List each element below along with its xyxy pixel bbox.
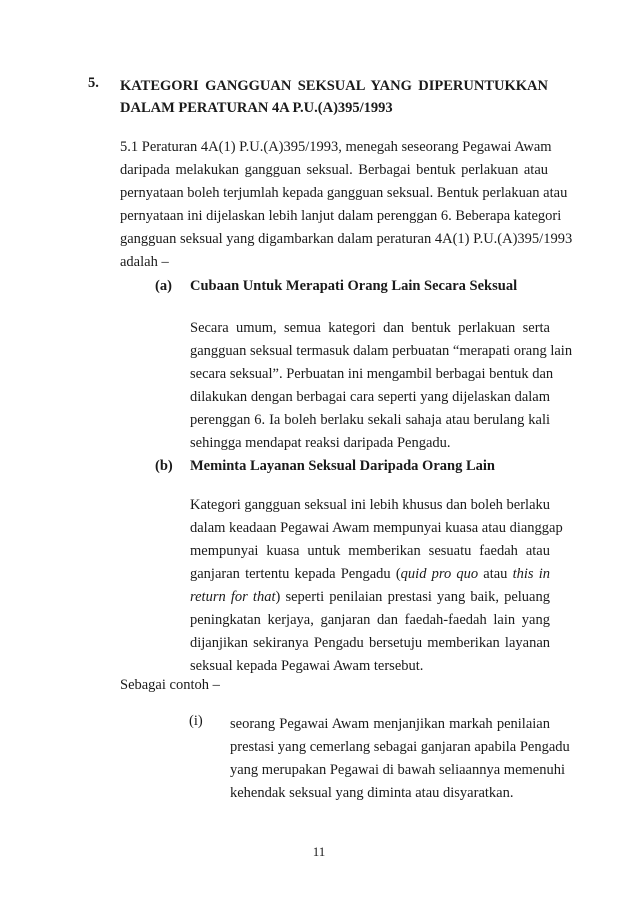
paragraph-line: yang merupakan Pegawai di bawah seliaannya memenuhi: [230, 762, 565, 778]
subsection-b-label: (b): [155, 458, 173, 474]
paragraph-line: secara seksual”. Perbuatan ini mengambil berbagai bentuk dan: [190, 366, 554, 382]
paragraph-line: daripada melakukan gangguan seksual. Berbagai bentuk perlakuan atau: [120, 162, 548, 178]
page-number: 11: [312, 844, 326, 859]
text-run: atau: [478, 566, 513, 582]
italic-term-this-in: this in: [512, 566, 550, 582]
paragraph-line: 5.1 Peraturan 4A(1) P.U.(A)395/1993, menegah seseorang Pegawai Awam: [120, 139, 552, 155]
paragraph-line: kehendak seksual yang diminta atau disyaratkan.: [230, 785, 514, 801]
paragraph-line: perenggan 6. Ia boleh berlaku sekali sahaja atau berulang kali: [190, 412, 550, 428]
example-intro: Sebagai contoh –: [120, 677, 220, 693]
subsection-b-title: Meminta Layanan Seksual Daripada Orang Lain: [190, 458, 495, 474]
paragraph-line: dijanjikan sekiranya Pengadu bersetuju memberikan layanan: [190, 635, 550, 651]
subsection-a-label: (a): [155, 278, 172, 294]
paragraph-line: pernyataan boleh terjumlah kepada gangguan seksual. Bentuk perlakuan atau: [120, 185, 568, 201]
paragraph-5-1: [120, 136, 573, 274]
paragraph-line: pernyataan ini dijelaskan lebih lanjut dalam perenggan 6. Beberapa kategori: [120, 208, 562, 224]
paragraph-line: [190, 586, 550, 609]
paragraph-line: adalah –: [120, 254, 169, 270]
paragraph-line: mempunyai kuasa untuk memberikan sesuatu faedah atau: [190, 543, 550, 559]
section-number: 5.: [88, 75, 99, 91]
subsection-a-title: Cubaan Untuk Merapati Orang Lain Secara Seksual: [190, 278, 518, 294]
section-heading-line-1: KATEGORI GANGGUAN SEKSUAL YANG DIPERUNTUKKAN: [120, 78, 548, 94]
paragraph-line: dilakukan dengan berbagai cara seperti yang dijelaskan dalam: [190, 389, 550, 405]
paragraph-line: dalam keadaan Pegawai Awam mempunyai kuasa atau dianggap: [190, 520, 563, 536]
text-run: ganjaran tertentu kepada Pengadu (: [190, 566, 401, 582]
item-i-body: [230, 713, 570, 805]
subsection-b-body: [190, 494, 563, 678]
paragraph-line: gangguan seksual yang digambarkan dalam peraturan 4A(1) P.U.(A)395/1993: [120, 231, 573, 247]
subsection-a-body: [190, 317, 573, 455]
item-i-label: (i): [189, 713, 203, 729]
paragraph-line: seksual kepada Pegawai Awam tersebut.: [190, 658, 424, 674]
italic-term-quid-pro-quo: quid pro quo: [400, 566, 479, 582]
paragraph-line: Kategori gangguan seksual ini lebih khusus dan boleh berlaku: [190, 497, 551, 513]
paragraph-line: Secara umum, semua kategori dan bentuk perlakuan serta: [190, 320, 550, 336]
paragraph-line: sehingga mendapat reaksi daripada Pengadu.: [190, 435, 451, 451]
section-heading-line-2: DALAM PERATURAN 4A P.U.(A)395/1993: [120, 100, 393, 116]
paragraph-line: prestasi yang cemerlang sebagai ganjaran apabila Pengadu: [230, 739, 570, 755]
paragraph-line: peningkatan kerjaya, ganjaran dan faedah-faedah lain yang: [190, 612, 550, 628]
section-heading: [120, 75, 548, 119]
paragraph-line: seorang Pegawai Awam menjanjikan markah penilaian: [230, 716, 550, 732]
paragraph-line: [190, 563, 550, 586]
text-run: ) seperti penilaian prestasi yang baik, peluang: [275, 589, 550, 605]
italic-term-return-for-that: return for that: [190, 589, 276, 605]
paragraph-line: gangguan seksual termasuk dalam perbuatan “merapati orang lain: [190, 343, 573, 359]
